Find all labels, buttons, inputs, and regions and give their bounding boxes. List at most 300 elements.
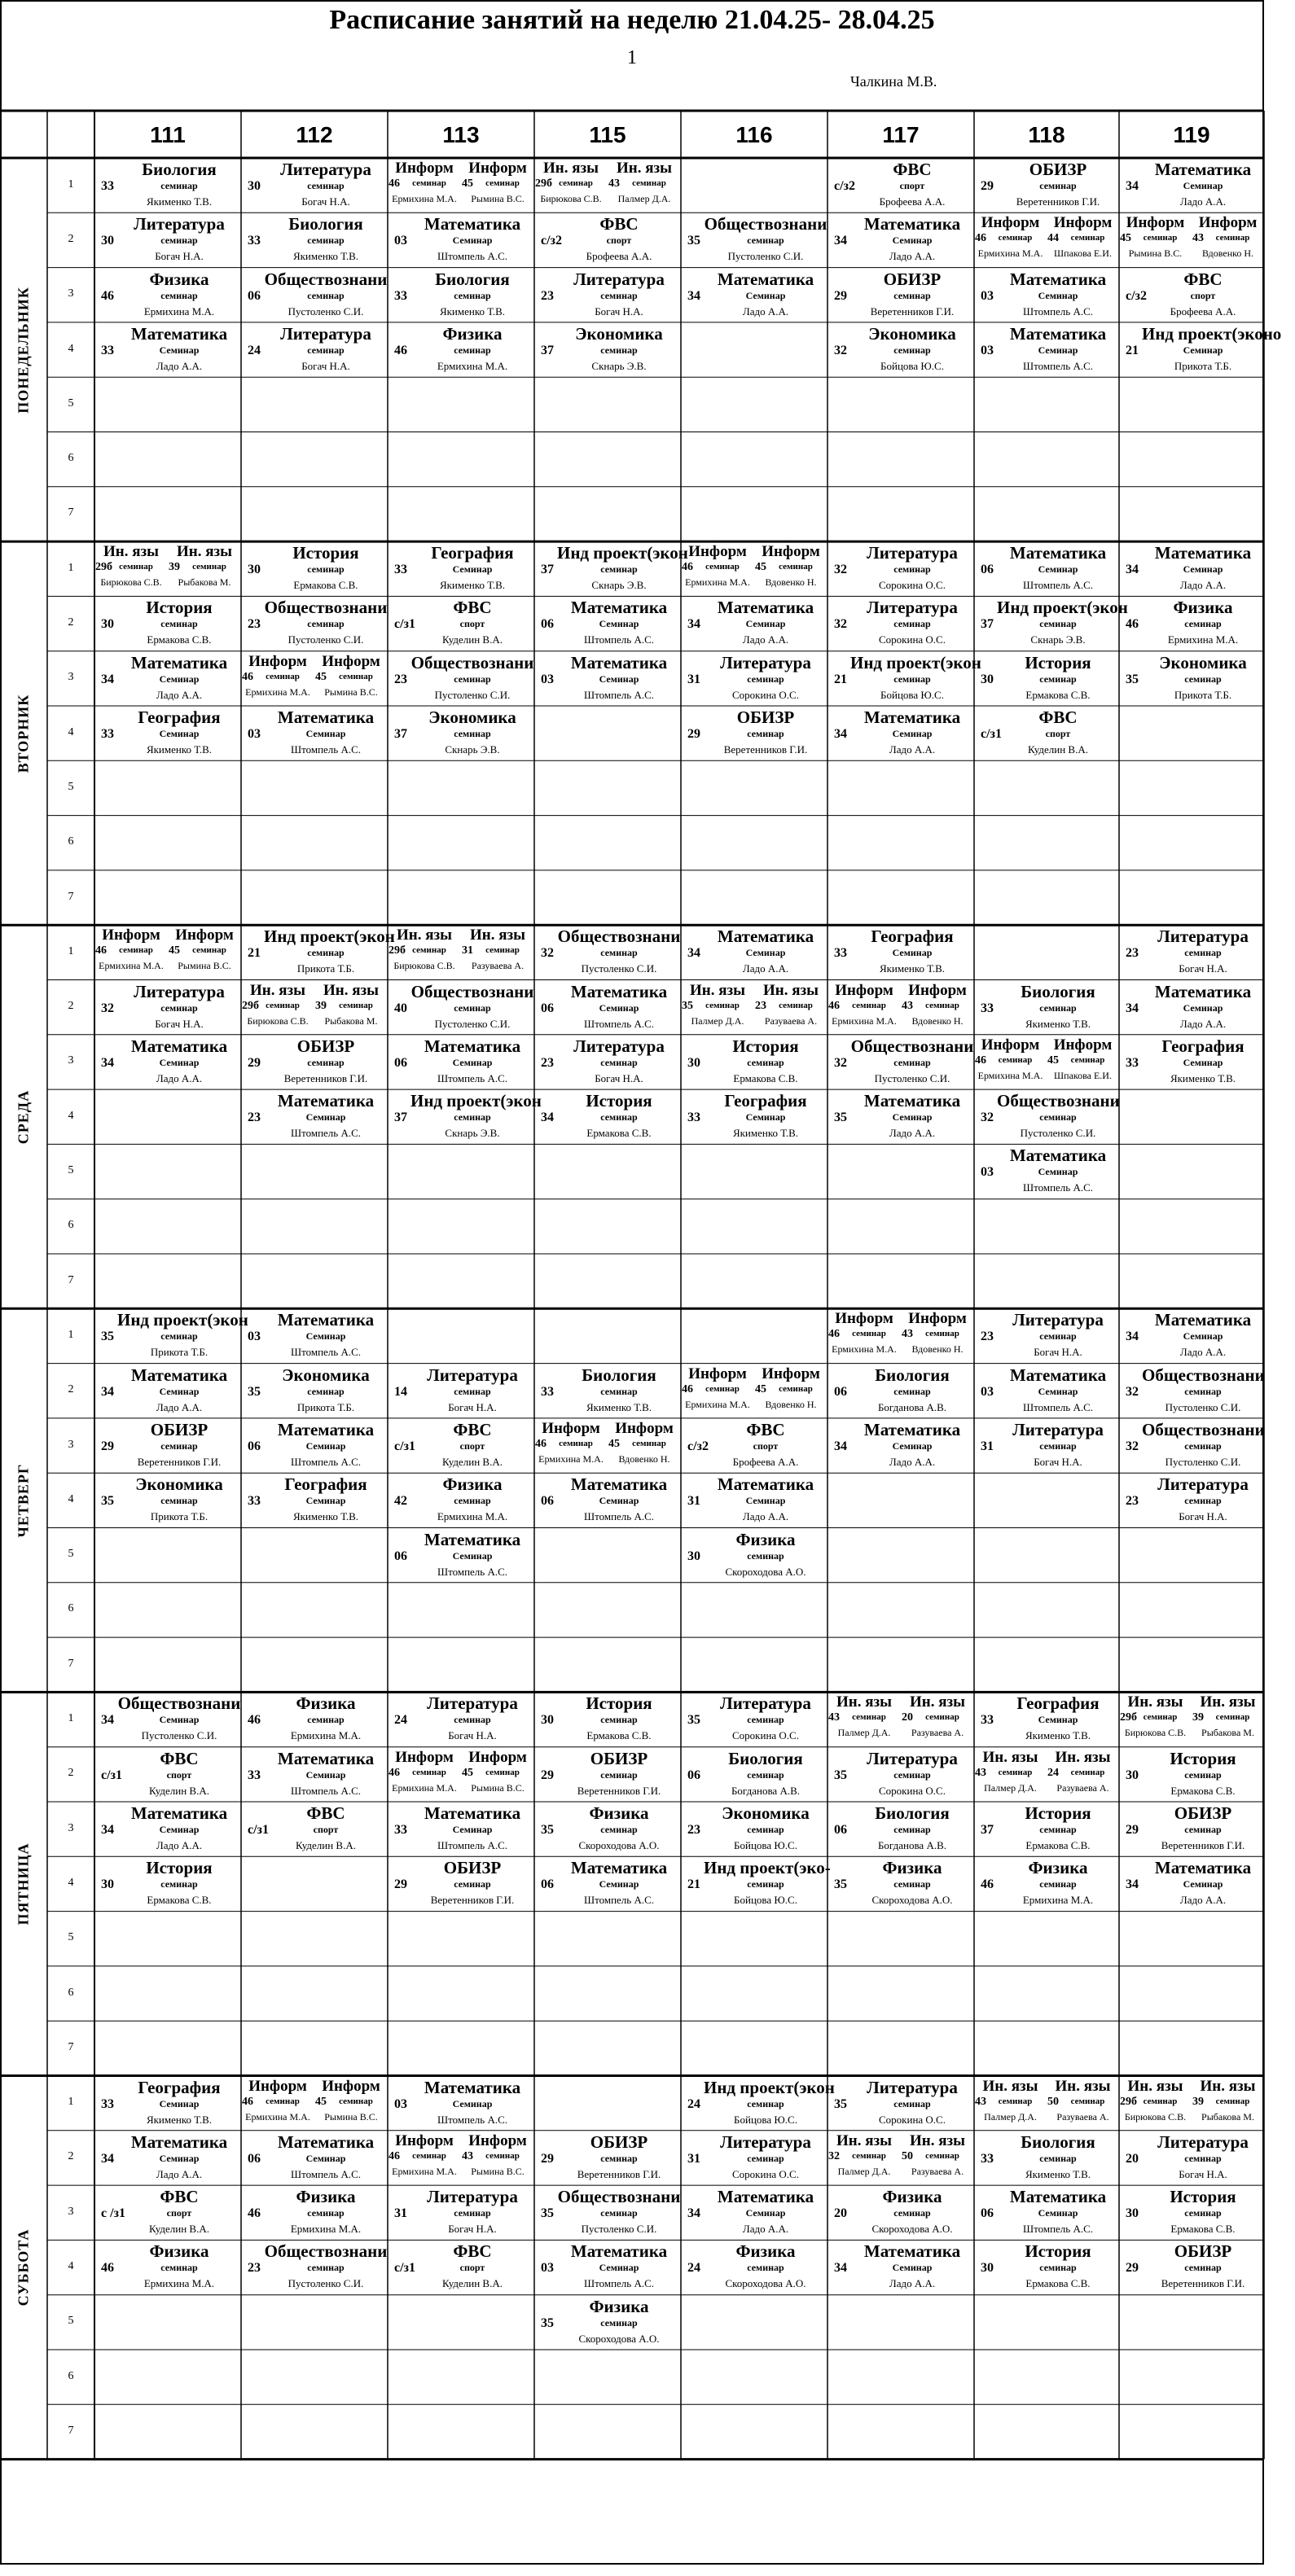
lesson-type: семинар <box>307 234 345 247</box>
lesson-type: семинар <box>485 1767 520 1777</box>
lesson-room: 32 <box>541 946 554 961</box>
lesson-subject: Математика <box>424 214 521 234</box>
period-number: 1 <box>68 1328 74 1341</box>
period-number: 7 <box>68 1657 74 1670</box>
lesson-room: 34 <box>687 946 700 961</box>
lesson-type: семинар <box>1184 618 1222 630</box>
lesson-type: Семинар <box>745 289 786 301</box>
lesson-room: 34 <box>1126 179 1139 193</box>
lesson-teacher: Брофеева А.А. <box>879 195 946 208</box>
lesson-cell <box>534 2187 681 2239</box>
lesson-cell <box>94 653 241 705</box>
lesson-cell <box>94 1310 248 1362</box>
lesson-room: 39 <box>315 999 327 1012</box>
lesson-subject: Информ <box>908 1310 967 1328</box>
lesson-teacher: Ладо А.А. <box>742 1510 789 1523</box>
period-number: 3 <box>68 2205 74 2218</box>
lesson-type: семинар <box>1039 1001 1077 1014</box>
lesson-type: семинар <box>454 1385 491 1397</box>
lesson-cell <box>1119 598 1264 650</box>
lesson-teacher: Вдовенко Н. <box>911 1343 964 1356</box>
lesson-subject: Информ <box>468 1748 527 1766</box>
lesson-cell <box>974 2241 1119 2293</box>
lesson-room: 06 <box>541 617 554 632</box>
lesson-subject: Математика <box>130 652 228 672</box>
lesson-type: семинар <box>852 1000 886 1010</box>
lesson-room: 30 <box>1126 1768 1139 1782</box>
lesson-teacher: Богач Н.А. <box>301 359 350 372</box>
lesson-subject: Математика <box>717 269 814 289</box>
lesson-type: семинар <box>339 2096 373 2106</box>
lesson-cell <box>388 1420 534 1472</box>
lesson-teacher: Штомпель А.С. <box>1022 1181 1094 1194</box>
lesson-cell <box>827 1091 974 1143</box>
lesson-room: 50 <box>902 2149 913 2162</box>
lesson-subject: Математика <box>424 2077 521 2097</box>
lesson-room: 45 <box>1120 232 1131 245</box>
lesson-teacher: Богач Н.А. <box>1034 1346 1082 1359</box>
lesson-room: 21 <box>1126 343 1139 357</box>
lesson-cell <box>974 1858 1119 1910</box>
lesson-cell <box>1119 1474 1264 1527</box>
lesson-cell <box>827 1693 901 1746</box>
lesson-subject: Литература <box>867 1748 958 1768</box>
lesson-type: Семинар <box>159 728 200 739</box>
lesson-cell <box>534 2297 681 2349</box>
lesson-type: спорт <box>606 234 632 247</box>
lesson-room: 31 <box>462 944 473 957</box>
lesson-room: 03 <box>248 1330 261 1344</box>
lesson-teacher: Ермихина М.А. <box>832 1343 897 1356</box>
lesson-teacher: Ладо А.А. <box>156 1839 203 1851</box>
lesson-cell <box>681 1530 827 1582</box>
lesson-subject: Математика <box>863 1419 961 1439</box>
lesson-teacher: Сорокина О.С. <box>732 2167 799 2180</box>
lesson-type: семинар <box>454 289 491 301</box>
period-number: 6 <box>68 1986 74 1999</box>
lesson-cell <box>534 598 681 650</box>
lesson-type: Семинар <box>159 2152 200 2164</box>
lesson-type: семинар <box>893 1824 931 1835</box>
lesson-room: 33 <box>834 946 847 961</box>
lesson-subject: Биология <box>288 214 363 234</box>
lesson-teacher: Рымина В.С. <box>178 960 231 972</box>
lesson-subject: Обществознани <box>557 927 681 947</box>
lesson-type: семинар <box>160 1439 198 1452</box>
lesson-subject: ФВС <box>453 598 492 618</box>
lesson-room: 23 <box>248 1111 261 1125</box>
lesson-teacher: Штомпель А.С. <box>290 743 362 756</box>
lesson-teacher: Сорокина О.С. <box>879 579 946 592</box>
lesson-room: 42 <box>394 1494 407 1509</box>
lesson-subject: Физика <box>1028 1858 1088 1878</box>
lesson-type: семинар <box>307 563 345 576</box>
lesson-cell <box>827 1858 974 1910</box>
lesson-subject: Информ <box>981 1036 1040 1054</box>
lesson-cell <box>1047 214 1119 266</box>
lesson-subject: Ин. язы <box>690 981 745 999</box>
period-number: 6 <box>68 835 74 848</box>
lesson-type: семинар <box>1215 2096 1250 2106</box>
lesson-cell <box>241 927 395 979</box>
lesson-room: 35 <box>248 1384 261 1399</box>
period-number: 5 <box>68 1931 74 1944</box>
lesson-room: 33 <box>981 1001 994 1015</box>
lesson-room: 46 <box>828 999 840 1012</box>
lesson-type: семинар <box>119 945 153 956</box>
lesson-cell <box>388 324 534 376</box>
lesson-room: 35 <box>541 2315 554 2330</box>
lesson-type: семинар <box>747 672 784 685</box>
day-name: ЧЕТВЕРГ <box>15 1463 32 1538</box>
day-name: СРЕДА <box>15 1089 32 1144</box>
lesson-subject: Информ <box>175 927 234 944</box>
lesson-cell <box>681 1420 827 1472</box>
lesson-room: 32 <box>834 1055 847 1070</box>
lesson-cell <box>1119 1693 1192 1746</box>
lesson-room: 34 <box>687 2206 700 2221</box>
lesson-teacher: Бойцова Ю.С. <box>880 688 944 701</box>
lesson-room: 35 <box>541 1823 554 1837</box>
lesson-room: 30 <box>248 563 261 577</box>
lesson-teacher: Палмер Д.А. <box>984 1781 1037 1794</box>
lesson-room: 23 <box>394 672 407 686</box>
lesson-cell <box>901 1693 974 1746</box>
lesson-type: семинар <box>485 178 520 188</box>
lesson-teacher: Палмер Д.А. <box>837 2165 891 2177</box>
lesson-teacher: Палмер Д.А. <box>837 1727 891 1739</box>
lesson-cell <box>534 1803 681 1855</box>
lesson-cell <box>974 982 1119 1034</box>
lesson-cell <box>1119 160 1264 212</box>
lesson-teacher: Богданова А.В. <box>731 1784 801 1797</box>
lesson-teacher: Штомпель А.С. <box>1022 2223 1094 2236</box>
lesson-cell <box>974 1365 1119 1417</box>
lesson-teacher: Ладо А.А. <box>156 1400 203 1413</box>
lesson-type: семинар <box>893 1878 931 1890</box>
lesson-cell <box>1119 1749 1264 1801</box>
period-number: 4 <box>68 342 74 355</box>
lesson-teacher: Ермакова С.В. <box>1025 1839 1091 1851</box>
lesson-teacher: Ладо А.А. <box>889 1455 936 1468</box>
lesson-type: семинар <box>747 1714 784 1726</box>
lesson-room: 45 <box>1047 1054 1059 1067</box>
lesson-type: Семинар <box>1038 2207 1078 2219</box>
lesson-subject: Литература <box>280 323 371 344</box>
lesson-type: семинар <box>1184 2207 1222 2219</box>
lesson-teacher: Рымина В.С. <box>324 686 378 698</box>
lesson-subject: Информ <box>395 2131 454 2149</box>
lesson-room: 29б <box>95 561 112 574</box>
lesson-room: с/з1 <box>394 1439 415 1453</box>
lesson-type: семинар <box>747 2152 784 2164</box>
lesson-subject: Математика <box>717 598 814 618</box>
lesson-room: 32 <box>1126 1384 1139 1399</box>
lesson-subject: История <box>1025 2241 1091 2262</box>
lesson-room: 24 <box>687 2261 700 2276</box>
lesson-type: Семинар <box>452 1824 493 1835</box>
lesson-cell <box>1047 2078 1119 2130</box>
lesson-subject: Информ <box>615 1419 674 1437</box>
period-number: 2 <box>68 1383 74 1396</box>
lesson-cell <box>388 2078 534 2130</box>
lesson-room: 20 <box>834 2206 847 2221</box>
lesson-subject: Математика <box>130 1036 228 1056</box>
lesson-cell <box>1192 1693 1264 1746</box>
lesson-cell <box>94 1749 241 1801</box>
lesson-subject: Биология <box>728 1748 803 1768</box>
lesson-room: 29 <box>834 288 847 303</box>
lesson-cell <box>1119 214 1192 266</box>
lesson-subject: Экономика <box>868 323 956 344</box>
lesson-room: 14 <box>394 1384 407 1399</box>
lesson-subject: Инд проект(экон <box>410 1091 542 1111</box>
lesson-cell <box>974 1803 1119 1855</box>
lesson-subject: Биология <box>435 269 510 289</box>
lesson-subject: Математика <box>570 981 668 1001</box>
lesson-teacher: Рыбакова М. <box>1201 1727 1254 1739</box>
room-header: 113 <box>442 122 480 147</box>
lesson-subject: История <box>1170 1748 1236 1768</box>
lesson-subject: Обществознани <box>850 1036 974 1056</box>
lesson-subject: Обществознани <box>264 598 388 618</box>
lesson-teacher: Ермихина М.А. <box>143 2277 215 2290</box>
lesson-teacher: Ермихина М.А. <box>977 1069 1043 1081</box>
lesson-room: 46 <box>242 2095 253 2108</box>
room-header: 117 <box>882 122 920 147</box>
lesson-cell <box>1047 1749 1119 1801</box>
lesson-type: семинар <box>998 1054 1033 1065</box>
lesson-type: спорт <box>899 180 925 191</box>
lesson-subject: Математика <box>277 2131 375 2152</box>
lesson-subject: Математика <box>277 1310 375 1330</box>
lesson-type: Семинар <box>305 1330 346 1343</box>
lesson-type: Семинар <box>892 2262 933 2274</box>
lesson-room: 33 <box>101 179 114 193</box>
lesson-room: 46 <box>101 288 114 303</box>
period-number: 5 <box>68 1164 74 1177</box>
lesson-subject: Биология <box>875 1803 950 1823</box>
period-number: 3 <box>68 1438 74 1451</box>
lesson-room: 34 <box>834 234 847 248</box>
lesson-subject: Физика <box>589 1803 649 1823</box>
lesson-room: 30 <box>981 2261 994 2276</box>
lesson-subject: Литература <box>720 652 811 672</box>
lesson-subject: Математика <box>570 2241 668 2262</box>
lesson-teacher: Якименко Т.В. <box>1025 1017 1091 1030</box>
lesson-type: семинар <box>998 233 1033 243</box>
lesson-type: семинар <box>893 2207 931 2219</box>
lesson-room: 35 <box>682 999 693 1012</box>
lesson-subject: Ин. язы <box>397 927 452 944</box>
lesson-type: семинар <box>1070 1767 1105 1777</box>
lesson-subject: География <box>1161 1036 1245 1056</box>
lesson-cell <box>314 653 388 705</box>
lesson-cell <box>94 1474 241 1527</box>
lesson-teacher: Якименко Т.В. <box>439 304 506 318</box>
lesson-room: 46 <box>975 1054 986 1067</box>
lesson-teacher: Богач Н.А. <box>448 2223 497 2236</box>
lesson-room: 33 <box>541 1384 554 1399</box>
lesson-cell <box>241 1749 388 1801</box>
lesson-type: семинар <box>454 2207 491 2219</box>
lesson-subject: ОБИЗР <box>1174 1803 1232 1823</box>
lesson-type: спорт <box>459 2262 485 2274</box>
lesson-room: 34 <box>541 1111 554 1125</box>
lesson-room: 40 <box>394 1001 407 1015</box>
lesson-subject: Литература <box>1157 927 1249 947</box>
lesson-subject: Экономика <box>428 708 516 727</box>
lesson-type: семинар <box>307 180 345 191</box>
lesson-subject: ОБИЗР <box>590 1748 648 1768</box>
lesson-type: Семинар <box>452 1056 493 1068</box>
lesson-subject: Экономика <box>575 323 663 344</box>
lesson-type: Семинар <box>1183 1330 1223 1343</box>
lesson-cell <box>827 214 974 266</box>
lesson-type: Семинар <box>892 728 933 739</box>
lesson-subject: Обществознани <box>1142 1419 1265 1439</box>
lesson-cell <box>94 1365 241 1417</box>
lesson-subject: Математика <box>717 1474 814 1495</box>
lesson-type: Семинар <box>1038 1714 1078 1726</box>
lesson-room: 34 <box>101 1713 114 1728</box>
lesson-cell <box>827 160 974 212</box>
lesson-type: семинар <box>852 1329 886 1339</box>
lesson-cell <box>461 1749 534 1801</box>
lesson-type: спорт <box>459 1439 485 1452</box>
lesson-subject: Математика <box>570 598 668 618</box>
lesson-teacher: Пустоленко С.И. <box>727 250 804 263</box>
lesson-type: семинар <box>559 178 593 188</box>
lesson-cell <box>827 269 974 322</box>
lesson-cell <box>901 982 974 1034</box>
lesson-room: 45 <box>315 2095 327 2108</box>
lesson-cell <box>241 2078 314 2130</box>
lesson-type: семинар <box>1070 233 1105 243</box>
lesson-teacher: Брофеева А.А. <box>732 1455 799 1468</box>
lesson-cell <box>388 1693 534 1746</box>
lesson-cell <box>974 1036 1047 1089</box>
lesson-teacher: Бирюкова С.В. <box>1124 1727 1187 1739</box>
lesson-subject: Литература <box>573 1036 665 1056</box>
lesson-type: Семинар <box>452 2097 493 2109</box>
lesson-room: 34 <box>101 672 114 686</box>
lesson-teacher: Ладо А.А. <box>889 1127 936 1140</box>
lesson-cell <box>388 1803 534 1855</box>
lesson-room: 34 <box>101 1384 114 1399</box>
lesson-cell <box>388 598 534 650</box>
lesson-cell <box>241 1693 388 1746</box>
lesson-teacher: Вдовенко Н. <box>1201 248 1254 260</box>
lesson-type: семинар <box>412 178 446 188</box>
lesson-type: Семинар <box>1038 1166 1078 1178</box>
lesson-type: семинар <box>266 1000 300 1010</box>
lesson-subject: Информ <box>542 1419 600 1437</box>
lesson-teacher: Богач Н.А. <box>1179 2167 1227 2180</box>
lesson-cell <box>94 2078 241 2130</box>
lesson-teacher: Штомпель А.С. <box>290 1346 362 1359</box>
lesson-teacher: Разуваева А. <box>471 960 525 972</box>
lesson-type: семинар <box>307 289 345 301</box>
lesson-subject: Физика <box>589 2296 649 2316</box>
lesson-type: Семинар <box>892 947 933 959</box>
lesson-type: Семинар <box>159 1714 200 1726</box>
lesson-cell <box>534 1365 681 1417</box>
lesson-type: семинар <box>893 1385 931 1397</box>
lesson-type: Семинар <box>599 1001 639 1014</box>
lesson-type: семинар <box>160 1001 198 1014</box>
lesson-room: 29 <box>541 2151 554 2166</box>
lesson-teacher: Прикота Т.Б. <box>296 962 355 975</box>
lesson-subject: Инд проект(экон <box>997 598 1128 618</box>
lesson-subject: Литература <box>427 1693 518 1714</box>
lesson-teacher: Веретенников Г.И. <box>430 1894 515 1907</box>
lesson-teacher: Ладо А.А. <box>1179 1017 1227 1030</box>
lesson-subject: Литература <box>720 2131 811 2152</box>
lesson-teacher: Штомпель А.С. <box>290 1455 362 1468</box>
lesson-type: семинар <box>1070 2096 1105 2106</box>
lesson-cell <box>94 982 241 1034</box>
lesson-room: 29 <box>541 1768 554 1782</box>
lesson-cell <box>1119 2132 1264 2184</box>
lesson-cell <box>94 2132 241 2184</box>
lesson-room: 45 <box>462 1766 473 1779</box>
lesson-room: с/з1 <box>101 1768 122 1782</box>
lesson-cell <box>681 543 754 595</box>
lesson-cell <box>241 982 314 1034</box>
lesson-room: 23 <box>248 617 261 632</box>
lesson-subject: ОБИЗР <box>150 1419 209 1439</box>
lesson-room: 33 <box>101 343 114 357</box>
lesson-subject: Физика <box>149 269 209 289</box>
lesson-type: семинар <box>412 2150 446 2161</box>
lesson-teacher: Ладо А.А. <box>1179 579 1227 592</box>
lesson-teacher: Штомпель А.С. <box>437 250 508 263</box>
lesson-room: 34 <box>1126 563 1139 577</box>
lesson-cell <box>534 324 681 376</box>
lesson-room: 31 <box>687 2151 700 2166</box>
lesson-type: семинар <box>632 1438 666 1448</box>
lesson-room: 29 <box>1126 1823 1139 1837</box>
lesson-room: 29 <box>101 1439 114 1453</box>
lesson-teacher: Штомпель А.С. <box>1022 579 1094 592</box>
lesson-room: 46 <box>388 1766 400 1779</box>
lesson-type: семинар <box>454 672 491 685</box>
lesson-cell <box>94 543 168 595</box>
lesson-room: 06 <box>541 1001 554 1015</box>
lesson-teacher: Скнарь Э.В. <box>445 1127 500 1140</box>
lesson-subject: Математика <box>1009 1365 1107 1385</box>
lesson-teacher: Веретенников Г.И. <box>283 1071 368 1084</box>
lesson-teacher: Палмер Д.А. <box>691 1014 744 1027</box>
lesson-subject: Литература <box>280 160 371 179</box>
period-number: 1 <box>68 561 74 574</box>
lesson-cell <box>1119 982 1264 1034</box>
lesson-cell <box>534 653 681 705</box>
lesson-cell <box>974 214 1047 266</box>
lesson-teacher: Богач Н.А. <box>1034 1455 1082 1468</box>
day-label <box>0 541 47 925</box>
lesson-subject: Биология <box>1021 981 1095 1001</box>
lesson-type: семинар <box>600 1385 638 1397</box>
lesson-room: 35 <box>1126 672 1139 686</box>
lesson-subject: Математика <box>1154 1310 1252 1330</box>
lesson-type: семинар <box>1039 1878 1077 1890</box>
lesson-teacher: Ермихина М.А. <box>245 2110 310 2123</box>
lesson-teacher: Якименко Т.В. <box>1025 2167 1091 2180</box>
lesson-room: 06 <box>687 1768 700 1782</box>
period-number: 5 <box>68 396 74 410</box>
